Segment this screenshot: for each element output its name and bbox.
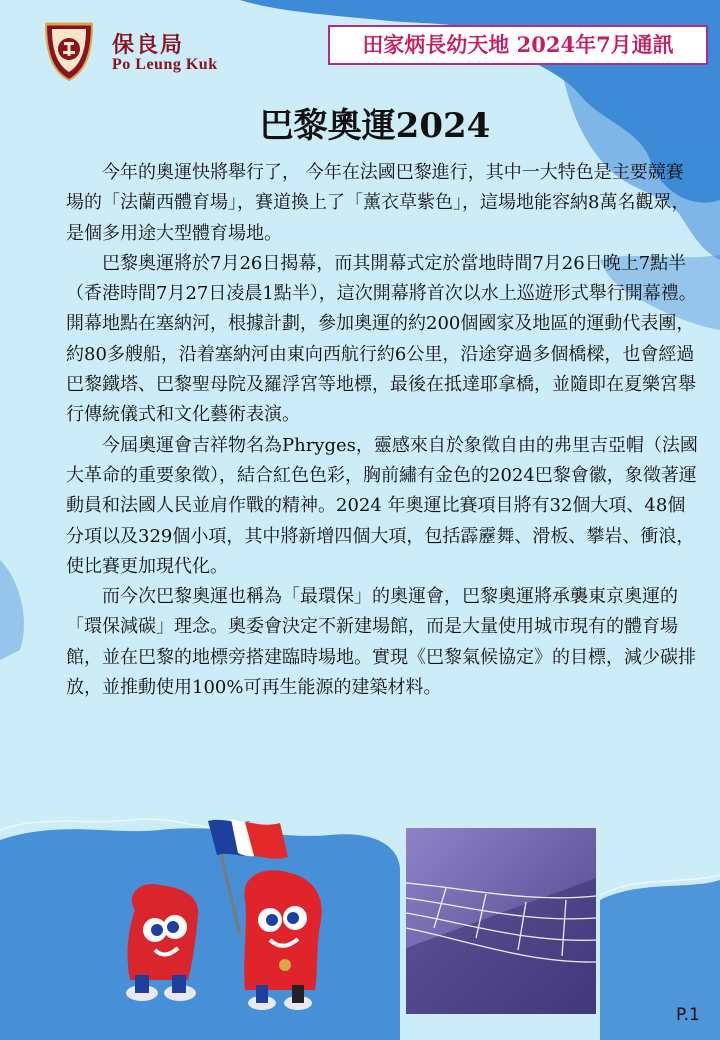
purple-track-photo — [406, 828, 596, 1014]
brand-name-chinese: 保良局 — [112, 33, 185, 58]
phryges-mascots-image — [80, 815, 380, 1015]
newsletter-banner: 田家炳長幼天地 2024年7月通訊 — [328, 25, 708, 65]
paragraph: 今屆奧運會吉祥物名為Phryges，靈感來自於象徵自由的弗里吉亞帽（法國大革命的重要象徵），結合紅色色彩，胸前繡有金色的2024巴黎會徽，象徵著運動員和法國人民並肩作戰的精神。2024 年奧運比賽項目將有32個大項、48個分項以及329個小項，其中將新增四個大項，包括霹靂舞、滑板、攀岩、衝浪，使比賽更加現代化。 — [66, 434, 698, 577]
brand-name-english: Po Leung Kuk — [112, 56, 218, 73]
paragraph: 而今次巴黎奧運也稱為「最環保」的奧運會，巴黎奧運將承襲東京奧運的「環保減碳」理念。奧委會決定不新建場館，而是大量使用城市現有的體育場館，並在巴黎的地標旁搭建臨時場地。實現《巴黎氣候協定》的目標，減少碳排放，並推動使用100%可再生能源的建築材料。 — [66, 586, 696, 699]
article-body — [66, 158, 698, 703]
page-number: P.1 — [676, 1005, 700, 1025]
paragraph: 今年的奧運快將舉行了， 今年在法國巴黎進行，其中一大特色是主要競賽場的「法蘭西體育場」，賽道換上了「薰衣草紫色」，這場地能容納8萬名觀眾，是個多用途大型體育場地。 — [66, 162, 690, 244]
page-title: 巴黎奧運2024 — [259, 106, 491, 146]
po-leung-kuk-logo — [38, 20, 100, 82]
paragraph: 巴黎奧運將於7月26日揭幕，而其開幕式定於當地時間7月26日晚上7點半（香港時間7月27日凌晨1點半），這次開幕將首次以水上巡遊形式舉行開幕禮。開幕地點在塞納河，根據計劃，參加奧運的約200個國家及地區的運動代表團，約80多艘船，沿着塞納河由東向西航行約6公里，沿途穿過多個橋樑，也會經過巴黎鐵塔、巴黎聖母院及羅浮宮等地標，最後在抵達耶拿橋，並隨即在夏樂宮舉行傳統儀式和文化藝術表演。 — [66, 252, 697, 426]
